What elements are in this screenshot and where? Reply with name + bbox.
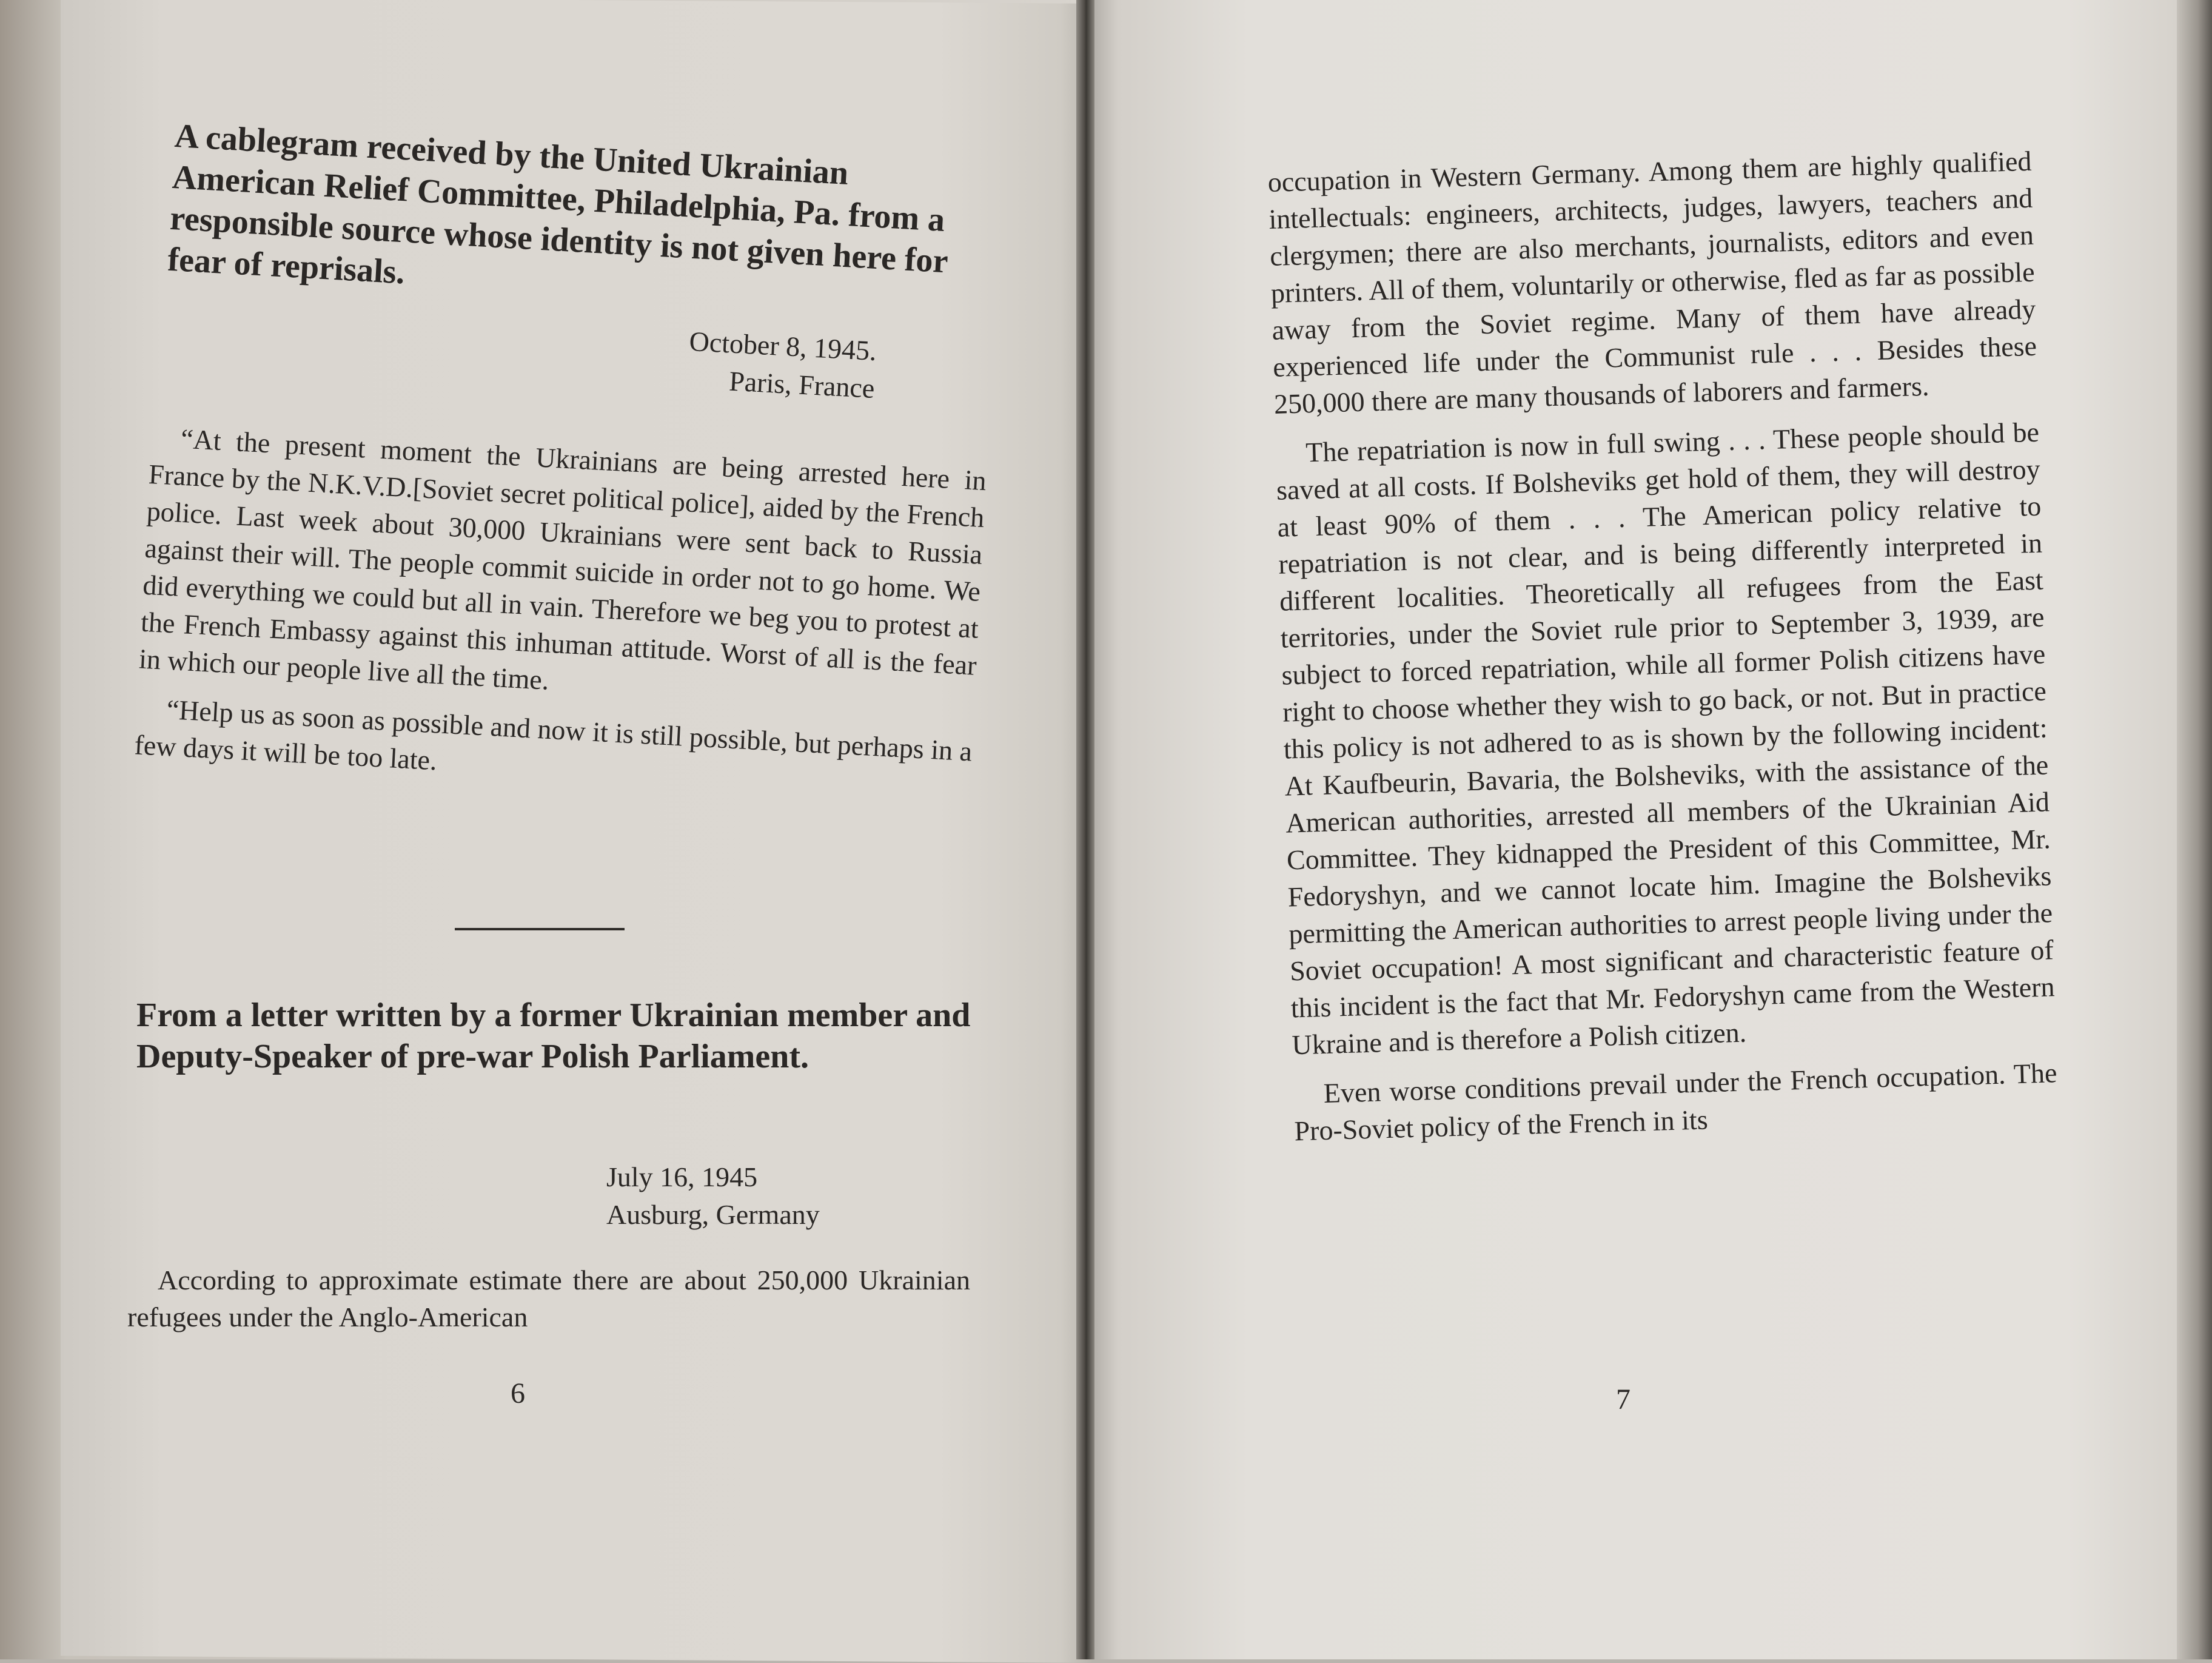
letter-heading-text: From a letter written by a former Ukrainian member and Deputy-Speaker of pre-war Polish Parliament. xyxy=(136,996,971,1075)
cablegram-place: Paris, France xyxy=(728,365,876,405)
page-number-left: 6 xyxy=(511,1377,525,1409)
letter-heading xyxy=(136,995,979,1077)
letter-paragraph: According to approximate estimate there are about 250,000 Ukrainian refugees under the Anglo-American xyxy=(127,1265,970,1332)
right-paragraph: The repatriation is now in full swing . . . These people should be saved at all costs. If Bolsheviks get hold of them, they will destroy at least 90% of them . . . The American policy relative to repatriation is not clear, and is being differently interpreted in different localities. Theoretically all refugees from the East territories, under the Soviet rule prior to September 3, 1939, are subject to forced repatriation, while all former Polish citizens have right to choose whether they wish to go back, or not. But in practice this policy is not adhered to as is shown by the following incident: At Kaufbeurin, Bavaria, the Bolsheviks, with the assistance of the American authorities, arrested all members of the Ukrainian Aid Committee. They kidnapped the President of this Committee, Mr. Fedoryshyn, and we cannot locate him. Imagine the Bolsheviks permitting the American authorities to arrest people living under the Soviet occupation! A most significant and characteristic feature of this incident is the fact that Mr. Fedoryshyn came from the Western Ukraine and is therefore a Polish citizen. xyxy=(1276,416,2056,1061)
page-number-right: 7 xyxy=(1616,1383,1631,1416)
right-page-body xyxy=(1267,143,2059,1150)
cablegram-paragraph: “Help us as soon as possible and now it is still possible, but perhaps in a few days it will be too late. xyxy=(133,693,973,776)
letter-place: Ausburg, Germany xyxy=(606,1199,820,1230)
cablegram-heading-text: A cablegram received by the United Ukrainian American Relief Committee, Philadelphia, Pa. from a responsible source whose identity is not given here for fear of reprisals. xyxy=(166,116,949,292)
cablegram-body xyxy=(133,418,987,807)
section-divider xyxy=(455,928,625,930)
right-paragraph: occupation in Western Germany. Among them are highly qualified intellectuals: engineers, architects, judges, lawyers, teachers and clergymen; there are also merchants, journalists, editors and even printers. All of them, voluntarily or otherwise, fled as far as possible away from the Soviet regime. Many of them have already experienced life under the Communist rule . . . Besides these 250,000 there are many thousands of laborers and farmers. xyxy=(1267,145,2037,420)
cablegram-paragraph: “At the present moment the Ukrainians are being arrested here in France by the N.K.V.D.[Soviet secret political police], aided by the French police. Last week about 30,000 Ukrainians were sent back to Russia against their will. The people commit suicide in order not to go home. We did everything we could but all in vain. Therefore we beg you to protest at the French Embassy against this inhuman attitude. Worst of all is the fear in which our people live all the time. xyxy=(138,423,987,696)
right-paragraph: Even worse conditions prevail under the French occupation. The Pro-Soviet policy of the French in its xyxy=(1293,1057,2058,1147)
letter-body xyxy=(127,1262,970,1335)
letter-dateline xyxy=(606,1158,820,1234)
book-gutter xyxy=(1076,0,1094,1659)
cablegram-date: October 8, 1945. xyxy=(688,325,877,367)
cablegram-dateline xyxy=(686,323,877,408)
page-edge xyxy=(2177,0,2212,1659)
letter-date: July 16, 1945 xyxy=(606,1161,758,1192)
